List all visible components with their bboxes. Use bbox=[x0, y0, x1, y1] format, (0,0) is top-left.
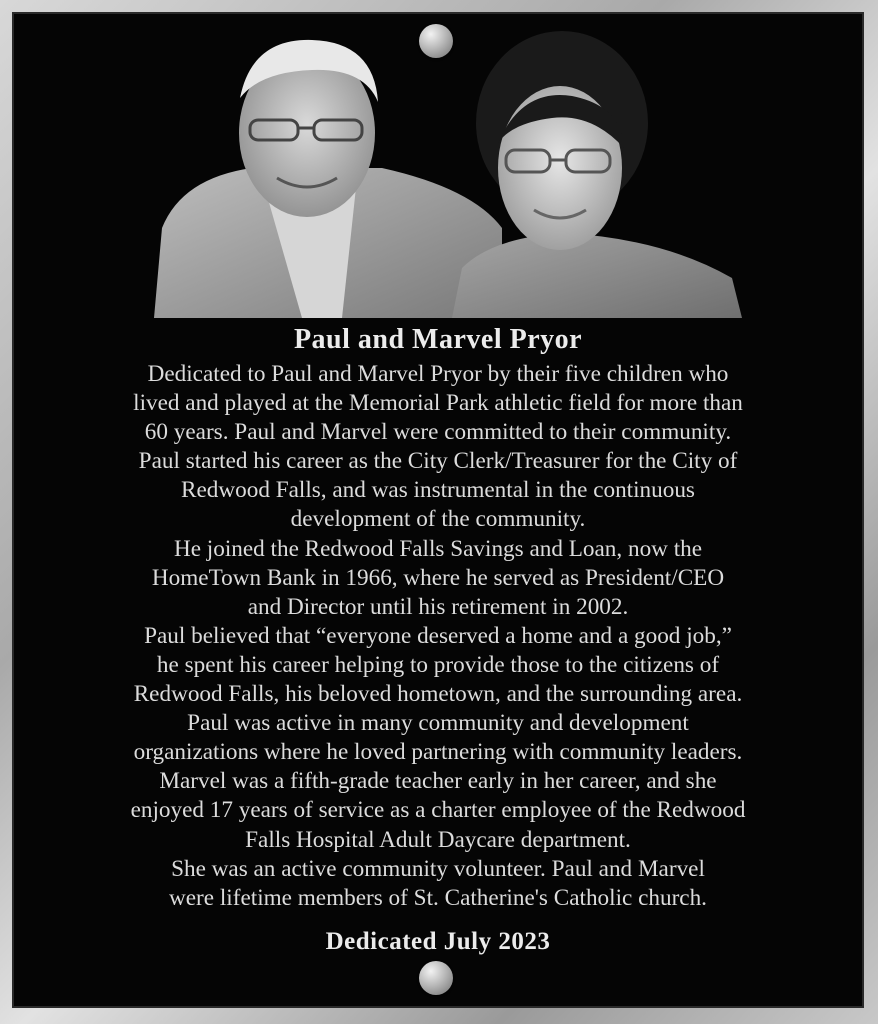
inscription-line: lived and played at the Memorial Park athletic field for more than bbox=[133, 390, 743, 417]
inscription-line: Falls Hospital Adult Daycare department. bbox=[245, 826, 631, 853]
inscription-line: Dedicated to Paul and Marvel Pryor by their five children who bbox=[147, 361, 729, 387]
inscription-line: and Director until his retirement in 2002. bbox=[247, 593, 629, 620]
inscription-line: organizations where he loved partnering with community leaders. bbox=[133, 739, 743, 766]
plaque-title: Paul and Marvel Pryor bbox=[293, 324, 583, 355]
inscription-line: Paul started his career as the City Clerk/Treasurer for the City of bbox=[138, 448, 738, 475]
inscription-line: enjoyed 17 years of service as a charter employee of the Redwood bbox=[130, 797, 746, 824]
inscription-line: Marvel was a fifth-grade teacher early in her career, and she bbox=[159, 768, 717, 795]
inscription-line: were lifetime members of St. Catherine's Catholic church. bbox=[169, 884, 707, 911]
inscription-line: Paul was active in many community and development bbox=[187, 710, 689, 737]
inscription-line: Paul believed that “everyone deserved a home and a good job,” bbox=[144, 622, 732, 649]
bottom-screw-icon bbox=[419, 961, 453, 995]
dedication-date: Dedicated July 2023 bbox=[325, 928, 551, 955]
couple-portrait-photo bbox=[142, 28, 742, 318]
plaque-inscription bbox=[12, 360, 864, 913]
inscription-line: he spent his career helping to provide those to the citizens of bbox=[156, 651, 720, 678]
inscription-line: HomeTown Bank in 1966, where he served as President/CEO bbox=[151, 564, 725, 591]
inscription-line: She was an active community volunteer. Paul and Marvel bbox=[171, 855, 705, 882]
inscription-line: Redwood Falls, his beloved hometown, and the surrounding area. bbox=[133, 681, 743, 708]
inscription-line: development of the community. bbox=[290, 506, 586, 533]
inscription-line: Redwood Falls, and was instrumental in the continuous bbox=[181, 477, 695, 504]
inscription-line: 60 years. Paul and Marvel were committed to their community. bbox=[144, 419, 732, 446]
inscription-line: He joined the Redwood Falls Savings and Loan, now the bbox=[173, 535, 703, 562]
memorial-plaque bbox=[12, 12, 864, 1008]
